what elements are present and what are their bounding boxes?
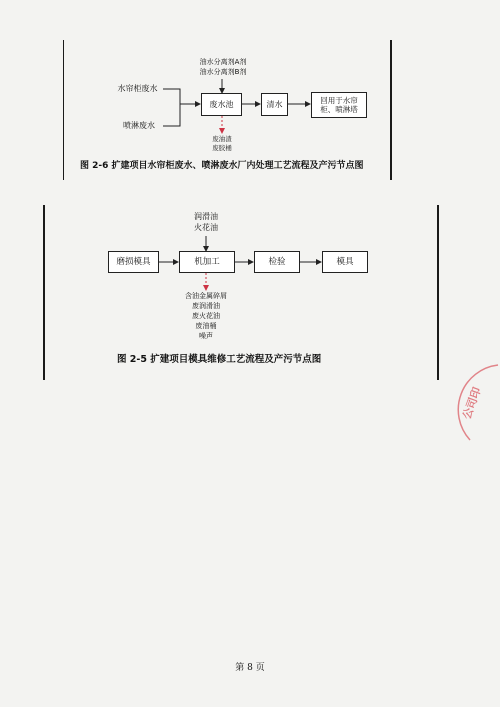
box-wastewater-pool: 废水池 xyxy=(201,93,242,116)
additive-label-lubricant: 润滑油 xyxy=(194,212,218,221)
box-reuse: 回用于水帘柜、喷淋塔 xyxy=(311,92,367,118)
byproduct-label-noise: 噪声 xyxy=(199,332,213,340)
box-worn-mold: 磨损模具 xyxy=(108,251,159,273)
byproduct-label-waste-spark-oil: 废火花油 xyxy=(192,312,220,320)
byproduct-label-waste-lubricant: 废润滑油 xyxy=(192,302,220,310)
figure-2-5-caption: 图 2-5 扩建项目模具维修工艺流程及产污节点图 xyxy=(117,354,322,365)
additive-label-a: 油水分离剂A剂 xyxy=(199,58,247,66)
byproduct-label-metal-chips: 含油金属碎屑 xyxy=(185,292,227,300)
additive-label-spark-oil: 火花油 xyxy=(194,223,218,232)
byproduct-label-waste-oil-barrel: 废油桶 xyxy=(195,322,217,330)
figure-2-6-caption: 图 2-6 扩建项目水帘柜废水、喷淋废水厂内处理工艺流程及产污节点图 xyxy=(80,161,364,171)
page-number: 第 8 页 xyxy=(235,663,265,673)
box-inspection: 检验 xyxy=(254,251,300,273)
input-label-spray-wastewater: 喷淋废水 xyxy=(123,121,155,130)
box-mold: 模具 xyxy=(322,251,368,273)
box-machining: 机加工 xyxy=(179,251,235,273)
byproduct-label-oil-residue: 废油渣 xyxy=(212,135,232,143)
seal-text: 公司印 xyxy=(460,385,484,421)
box-clean-water: 清水 xyxy=(261,93,288,116)
byproduct-label-waste-barrel: 废胶桶 xyxy=(212,144,232,152)
seal-ring xyxy=(440,360,500,450)
input-label-curtain-wastewater: 水帘柜废水 xyxy=(117,84,158,93)
additive-label-b: 油水分离剂B剂 xyxy=(199,68,247,76)
